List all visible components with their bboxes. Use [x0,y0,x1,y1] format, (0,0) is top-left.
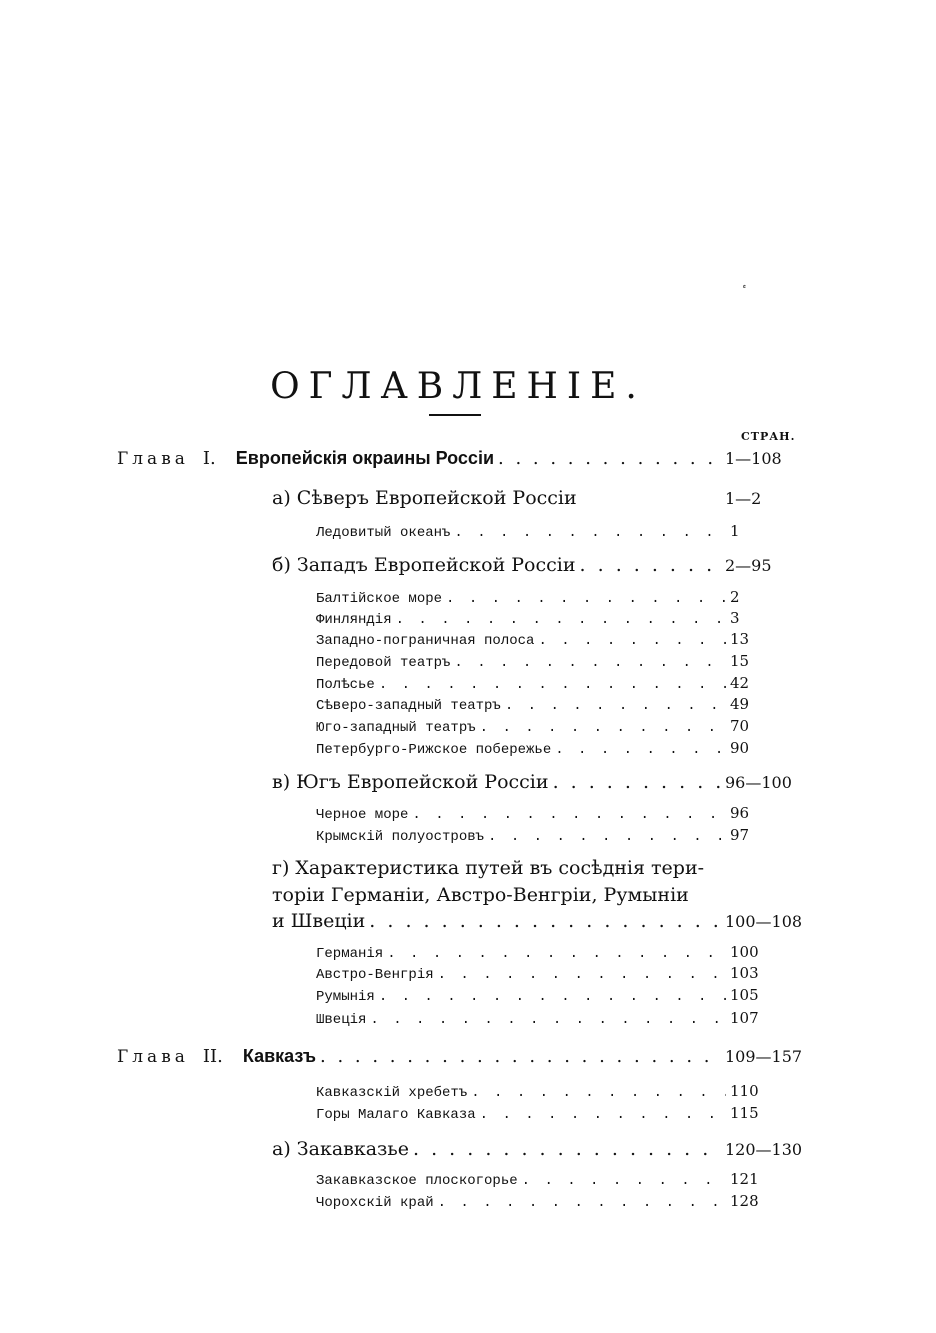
subsection-title: Передовой театръ [316,655,451,671]
toc-subsection[interactable] [316,739,782,758]
leader-dots [580,554,721,576]
leader-dots [369,910,721,932]
subsection-title: Румынія [316,989,375,1005]
toc-subsection[interactable] [316,1170,782,1189]
subsection-page: 70 [730,717,750,735]
toc-subsection[interactable] [316,826,782,845]
toc-section[interactable] [272,487,797,509]
toc-subsection[interactable] [316,630,782,649]
toc-subsection[interactable] [316,652,782,671]
leader-dots [412,807,726,823]
leader-dots [446,591,726,607]
subsection-title: Кавказскій хребетъ [316,1085,468,1101]
section-title-line: торіи Германіи, Австро-Венгріи, Румыніи [272,884,689,906]
toc-subsection[interactable] [316,986,782,1005]
toc-subsection[interactable] [316,964,782,983]
leader-dots [413,1138,721,1160]
subsection-page: 2 [730,588,740,606]
subsection-title: Ледовитый океанъ [316,525,451,541]
section-pages: 120—130 [725,1140,803,1159]
toc-section-multiline[interactable] [272,855,708,909]
leader-dots [553,771,721,793]
leader-dots [320,1046,721,1067]
chapter-pages: 109—157 [725,1047,803,1066]
leader-dots [370,1012,726,1028]
subsection-page: 97 [730,826,750,844]
subsection-title: Балтійское море [316,591,443,607]
leader-dots [454,655,726,671]
subsection-page: 105 [730,986,759,1004]
subsection-title: Швеція [316,1012,367,1028]
leader-dots [498,448,721,469]
subsection-title: Австро-Венгрія [316,967,434,983]
leader-dots [522,1173,726,1189]
subsection-page: 103 [730,964,759,982]
chapter-prefix: Глава [117,449,189,469]
chapter-prefix: Глава [117,1047,189,1067]
leader-dots [505,698,726,714]
toc-chapter-1[interactable] [117,448,797,469]
leader-dots [538,633,726,649]
toc-subsection[interactable] [316,1009,782,1028]
section-pages: 1—2 [725,489,762,508]
toc-subsection[interactable] [316,804,782,823]
subsection-title: Горы Малаго Кавказа [316,1107,476,1123]
section-pages: 2—95 [725,556,772,575]
subsection-page: 100 [730,943,759,961]
toc-chapter-2[interactable] [117,1046,803,1067]
subsection-title: Финляндія [316,612,392,628]
toc-section[interactable] [272,554,797,576]
subsection-title: Сѣверо-западный театръ [316,698,501,714]
toc-subsection[interactable] [316,588,782,607]
toc-subsection[interactable] [316,943,782,962]
subsection-page: 42 [730,674,750,692]
chapter-title: Европейскія окраины Россіи [235,448,495,468]
leader-dots [379,677,726,693]
leader-dots [488,829,726,845]
leader-dots [387,946,726,962]
toc-subsection[interactable] [316,1104,782,1123]
section-title: а) Закавказье [272,1138,409,1160]
toc-section[interactable] [272,1138,803,1160]
subsection-page: 1 [730,522,740,540]
subsection-page: 107 [730,1009,759,1027]
subsection-page: 121 [730,1170,759,1188]
toc-section[interactable] [272,771,797,793]
section-title-line: г) Характеристика путей въ сосѣднія тери- [272,857,705,879]
section-title: а) Сѣверъ Европейской Россіи [272,487,577,509]
toc-subsection[interactable] [316,609,782,628]
toc-subsection[interactable] [316,1082,782,1101]
toc-section[interactable] [272,910,803,932]
subsection-page: 49 [730,695,750,713]
leader-dots [396,612,726,628]
subsection-page: 110 [730,1082,759,1100]
leader-dots [438,967,726,983]
page-title: ОГЛАВЛЕНІЕ. [270,366,646,408]
section-title: в) Югъ Европейской Россіи [272,771,549,793]
section-title-line: и Швеціи [272,910,366,932]
chapter-pages: 1—108 [725,449,782,468]
toc-subsection[interactable] [316,522,782,541]
toc-subsection[interactable] [316,695,782,714]
subsection-title: Юго-западный театръ [316,720,476,736]
subsection-page: 13 [730,630,750,648]
subsection-page: 128 [730,1192,759,1210]
leader-dots [480,1107,726,1123]
toc-subsection[interactable] [316,674,782,693]
leader-dots [555,742,726,758]
section-title: б) Западъ Европейской Россіи [272,554,576,576]
subsection-title: Полѣсье [316,677,375,693]
chapter-number: I. [202,448,216,469]
subsection-title: Западно-пограничная полоса [316,633,535,649]
leader-dots [471,1085,726,1101]
subsection-page: 3 [730,609,740,627]
subsection-page: 15 [730,652,750,670]
chapter-title: Кавказъ [242,1046,317,1066]
subsection-page: 96 [730,804,750,822]
chapter-number: II. [202,1046,223,1067]
leader-dots [480,720,726,736]
subsection-title: Чорохскій край [316,1195,434,1211]
section-pages: 96—100 [725,773,792,792]
subsection-title: Крымскій полуостровъ [316,829,485,845]
subsection-page: 90 [730,739,750,757]
title-divider [429,414,481,416]
section-pages: 100—108 [725,912,803,931]
subsection-title: Закавказское плоскогорье [316,1173,518,1189]
subsection-title: Германія [316,946,384,962]
leader-dots [379,989,726,1005]
leader-dots [454,525,726,541]
subsection-page: 115 [730,1104,759,1122]
toc-subsection[interactable] [316,1192,782,1211]
page-column-header: СТРАН. [741,430,796,443]
leader-dots [438,1195,726,1211]
subsection-title: Черное море [316,807,409,823]
subsection-title: Петербурго-Рижское побережье [316,742,552,758]
toc-subsection[interactable] [316,717,782,736]
